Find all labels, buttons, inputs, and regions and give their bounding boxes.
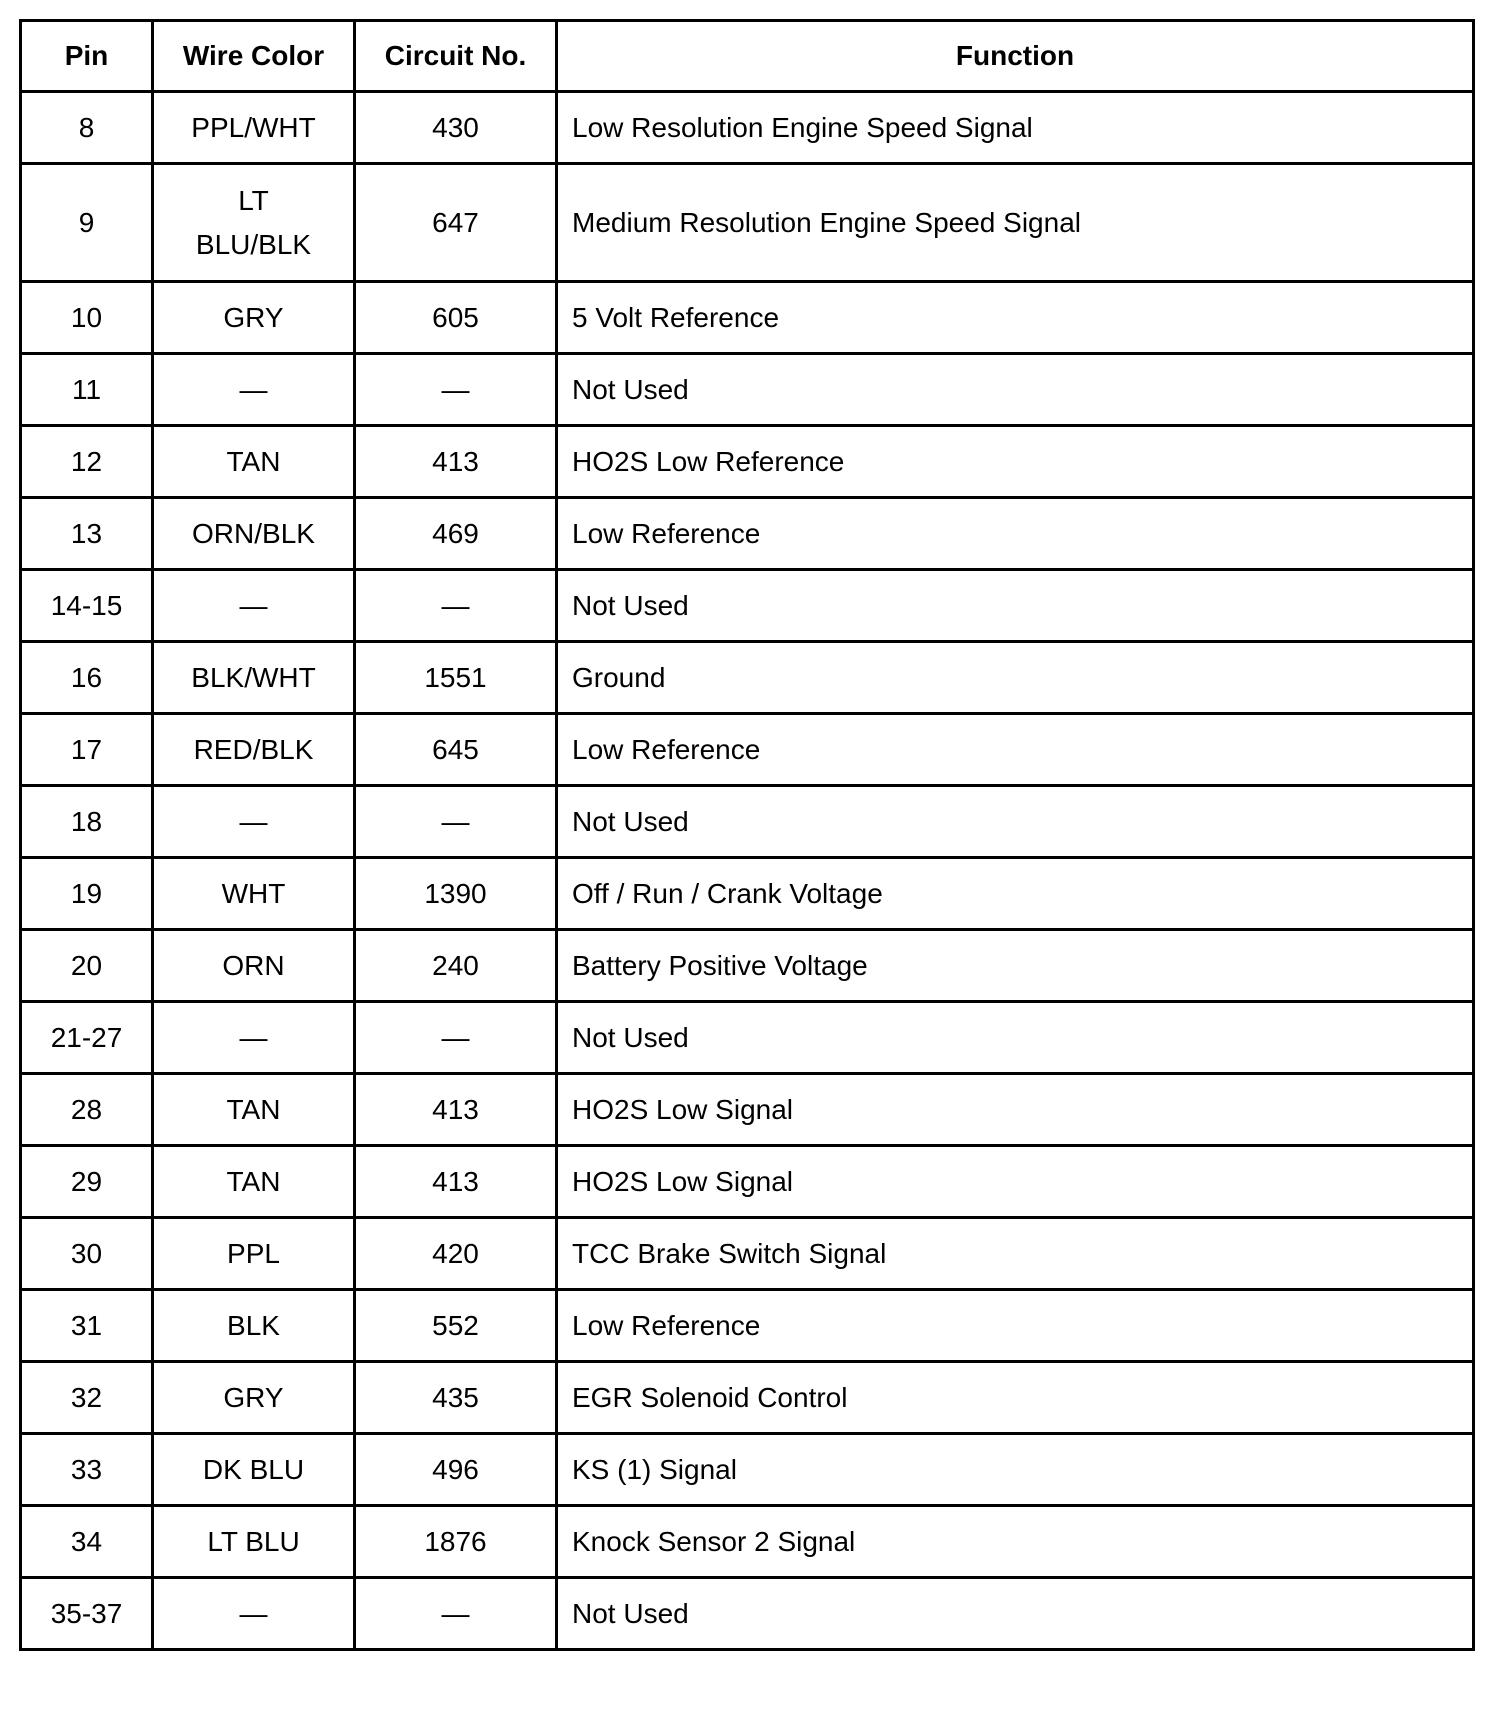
cell-function-text: Low Resolution Engine Speed Signal [572, 111, 1033, 143]
table-row [21, 1002, 1474, 1074]
cell-wire-color [153, 1218, 355, 1290]
table-row [21, 786, 1474, 858]
cell-function [557, 1434, 1474, 1506]
cell-circuit-no-text: 413 [432, 445, 479, 477]
cell-circuit-no-text: 435 [432, 1381, 479, 1413]
cell-pin-text: 17 [70, 733, 103, 765]
table-row [21, 714, 1474, 786]
cell-wire-color-text: — [239, 1021, 268, 1053]
table-row [21, 1578, 1474, 1650]
table-row [21, 1218, 1474, 1290]
header-circuit-no: Circuit No. [355, 21, 557, 92]
cell-pin [21, 354, 153, 426]
cell-circuit-no [355, 92, 557, 164]
cell-function [557, 426, 1474, 498]
cell-wire-color [153, 1578, 355, 1650]
cell-wire-color [153, 786, 355, 858]
cell-pin-text: 9 [78, 206, 95, 238]
cell-wire-color-text: — [239, 1597, 268, 1629]
cell-pin [21, 164, 153, 282]
cell-circuit-no-text: 469 [432, 517, 479, 549]
cell-circuit-no-text: — [441, 805, 470, 837]
cell-pin-text: 18 [70, 805, 103, 837]
cell-function [557, 1362, 1474, 1434]
cell-function [557, 1290, 1474, 1362]
cell-function-text: Off / Run / Crank Voltage [572, 877, 883, 909]
cell-pin-text: 16 [70, 661, 103, 693]
cell-wire-color-text: RED/BLK [193, 733, 314, 765]
table-row [21, 858, 1474, 930]
cell-pin [21, 1362, 153, 1434]
table-row [21, 1506, 1474, 1578]
cell-pin [21, 1218, 153, 1290]
cell-circuit-no-text: — [441, 1021, 470, 1053]
cell-wire-color-text: PPL/WHT [191, 111, 316, 143]
cell-pin [21, 1290, 153, 1362]
cell-pin [21, 1002, 153, 1074]
cell-function-text: Ground [572, 661, 666, 693]
cell-wire-color [153, 498, 355, 570]
cell-function-text: Not Used [572, 589, 689, 621]
cell-pin-text: 34 [70, 1525, 103, 1557]
cell-wire-color-text: BLK [227, 1309, 280, 1341]
cell-circuit-no [355, 1074, 557, 1146]
cell-pin-text: 28 [70, 1093, 103, 1125]
cell-circuit-no-text: 420 [432, 1237, 479, 1269]
cell-wire-color-text: TAN [226, 1165, 281, 1197]
cell-function-text: EGR Solenoid Control [572, 1381, 848, 1413]
cell-function [557, 164, 1474, 282]
cell-circuit-no-text: — [441, 589, 470, 621]
table-row [21, 354, 1474, 426]
cell-function [557, 1506, 1474, 1578]
cell-pin-text: 8 [78, 111, 95, 143]
cell-circuit-no-text: 430 [432, 111, 479, 143]
cell-function [557, 498, 1474, 570]
table-row [21, 282, 1474, 354]
cell-pin-text: 11 [71, 373, 102, 405]
cell-function-text: Knock Sensor 2 Signal [572, 1525, 856, 1557]
cell-wire-color [153, 1434, 355, 1506]
table-row [21, 1146, 1474, 1218]
cell-circuit-no [355, 714, 557, 786]
cell-function [557, 1218, 1474, 1290]
cell-circuit-no-text: 496 [432, 1453, 479, 1485]
cell-wire-color-text: TAN [226, 445, 281, 477]
cell-pin-text: 21-27 [50, 1021, 123, 1053]
cell-circuit-no [355, 1434, 557, 1506]
cell-function [557, 570, 1474, 642]
connector-pinout-table [19, 19, 1475, 1651]
cell-function [557, 930, 1474, 1002]
cell-wire-color-text: GRY [223, 1381, 284, 1413]
cell-wire-color-text: TAN [226, 1093, 281, 1125]
cell-circuit-no [355, 1002, 557, 1074]
cell-pin [21, 92, 153, 164]
cell-function-text: Low Reference [572, 517, 761, 549]
cell-pin-text: 31 [70, 1309, 103, 1341]
cell-wire-color-text: PPL [227, 1237, 280, 1269]
cell-function-text: 5 Volt Reference [572, 301, 780, 333]
cell-pin [21, 714, 153, 786]
table-row [21, 92, 1474, 164]
cell-function-text: Not Used [572, 373, 689, 405]
cell-circuit-no [355, 354, 557, 426]
cell-pin-text: 30 [70, 1237, 103, 1269]
cell-function-text: Not Used [572, 1021, 689, 1053]
cell-wire-color [153, 1290, 355, 1362]
cell-function [557, 1146, 1474, 1218]
header-pin: Pin [21, 21, 153, 92]
cell-function-text: HO2S Low Signal [572, 1093, 794, 1125]
cell-circuit-no-text: 645 [432, 733, 479, 765]
cell-pin-text: 32 [70, 1381, 103, 1413]
cell-circuit-no-text: 413 [432, 1165, 479, 1197]
cell-pin [21, 1434, 153, 1506]
cell-circuit-no-text: 1876 [424, 1525, 487, 1557]
cell-wire-color [153, 714, 355, 786]
cell-pin [21, 282, 153, 354]
cell-function [557, 92, 1474, 164]
cell-circuit-no [355, 1362, 557, 1434]
cell-function [557, 1578, 1474, 1650]
table-row [21, 642, 1474, 714]
cell-circuit-no [355, 786, 557, 858]
cell-wire-color-text: ORN [222, 949, 285, 981]
cell-pin [21, 786, 153, 858]
cell-function [557, 642, 1474, 714]
cell-wire-color [153, 930, 355, 1002]
cell-wire-color [153, 858, 355, 930]
table-row [21, 1434, 1474, 1506]
cell-wire-color-text: — [239, 805, 268, 837]
cell-wire-color-text: GRY [223, 301, 284, 333]
cell-wire-color [153, 1362, 355, 1434]
cell-wire-color [153, 570, 355, 642]
table-row [21, 570, 1474, 642]
cell-pin-text: 14-15 [50, 589, 123, 621]
cell-circuit-no-text: 552 [432, 1309, 479, 1341]
cell-function [557, 354, 1474, 426]
cell-wire-color-text: LT BLU/BLK [195, 184, 312, 260]
cell-pin [21, 858, 153, 930]
table-row [21, 1074, 1474, 1146]
table-row [21, 1290, 1474, 1362]
cell-circuit-no-text: 647 [432, 206, 479, 238]
cell-circuit-no [355, 1218, 557, 1290]
cell-wire-color [153, 354, 355, 426]
cell-circuit-no-text: 240 [432, 949, 479, 981]
cell-wire-color [153, 642, 355, 714]
cell-wire-color [153, 426, 355, 498]
cell-circuit-no [355, 930, 557, 1002]
cell-function-text: TCC Brake Switch Signal [572, 1237, 887, 1269]
cell-pin-text: 35-37 [50, 1597, 123, 1629]
cell-wire-color-text: — [239, 589, 268, 621]
cell-wire-color-text: — [239, 373, 268, 405]
cell-circuit-no-text: 1390 [424, 877, 487, 909]
cell-circuit-no [355, 1506, 557, 1578]
cell-circuit-no [355, 282, 557, 354]
cell-pin-text: 19 [70, 877, 103, 909]
cell-wire-color [153, 164, 355, 282]
cell-circuit-no [355, 570, 557, 642]
table-row [21, 930, 1474, 1002]
cell-function-text: Not Used [572, 1597, 689, 1629]
table-row [21, 498, 1474, 570]
cell-circuit-no-text: — [441, 1597, 470, 1629]
cell-function-text: KS (1) Signal [572, 1453, 737, 1485]
cell-pin [21, 642, 153, 714]
cell-function-text: Medium Resolution Engine Speed Signal [572, 206, 1081, 238]
cell-circuit-no [355, 426, 557, 498]
table-row [21, 426, 1474, 498]
cell-circuit-no [355, 1290, 557, 1362]
cell-function [557, 1002, 1474, 1074]
cell-circuit-no [355, 164, 557, 282]
cell-pin-text: 13 [70, 517, 103, 549]
table-row [21, 1362, 1474, 1434]
cell-function [557, 786, 1474, 858]
cell-circuit-no-text: 413 [432, 1093, 479, 1125]
cell-pin-text: 33 [70, 1453, 103, 1485]
cell-pin [21, 930, 153, 1002]
cell-wire-color-text: BLK/WHT [191, 661, 316, 693]
cell-pin-text: 29 [70, 1165, 103, 1197]
cell-wire-color [153, 1506, 355, 1578]
cell-pin [21, 1074, 153, 1146]
cell-circuit-no-text: — [441, 373, 470, 405]
cell-pin [21, 570, 153, 642]
cell-circuit-no [355, 1146, 557, 1218]
cell-circuit-no-text: 1551 [424, 661, 487, 693]
cell-wire-color-text: ORN/BLK [192, 517, 315, 549]
cell-function-text: HO2S Low Reference [572, 445, 845, 477]
cell-circuit-no [355, 1578, 557, 1650]
cell-wire-color [153, 1074, 355, 1146]
cell-function [557, 1074, 1474, 1146]
cell-wire-color-text: LT BLU [207, 1525, 300, 1557]
cell-pin [21, 1506, 153, 1578]
cell-function-text: HO2S Low Signal [572, 1165, 794, 1197]
cell-function [557, 282, 1474, 354]
cell-function-text: Low Reference [572, 733, 761, 765]
cell-wire-color-text: WHT [221, 877, 286, 909]
cell-pin-text: 10 [70, 301, 103, 333]
cell-circuit-no-text: 605 [432, 301, 479, 333]
header-wire-color: Wire Color [153, 21, 355, 92]
cell-wire-color [153, 1146, 355, 1218]
cell-function-text: Not Used [572, 805, 689, 837]
cell-pin-text: 12 [70, 445, 103, 477]
cell-wire-color [153, 92, 355, 164]
header-function: Function [557, 21, 1474, 92]
cell-circuit-no [355, 858, 557, 930]
cell-wire-color-text: DK BLU [202, 1453, 305, 1485]
cell-function [557, 714, 1474, 786]
cell-circuit-no [355, 498, 557, 570]
cell-function [557, 858, 1474, 930]
cell-wire-color [153, 282, 355, 354]
cell-wire-color [153, 1002, 355, 1074]
cell-pin-text: 20 [70, 949, 103, 981]
table-row [21, 164, 1474, 282]
cell-pin [21, 1146, 153, 1218]
cell-pin [21, 426, 153, 498]
cell-circuit-no [355, 642, 557, 714]
table-header-row [21, 21, 1474, 92]
cell-pin [21, 1578, 153, 1650]
cell-function-text: Battery Positive Voltage [572, 949, 868, 981]
cell-pin [21, 498, 153, 570]
cell-function-text: Low Reference [572, 1309, 761, 1341]
